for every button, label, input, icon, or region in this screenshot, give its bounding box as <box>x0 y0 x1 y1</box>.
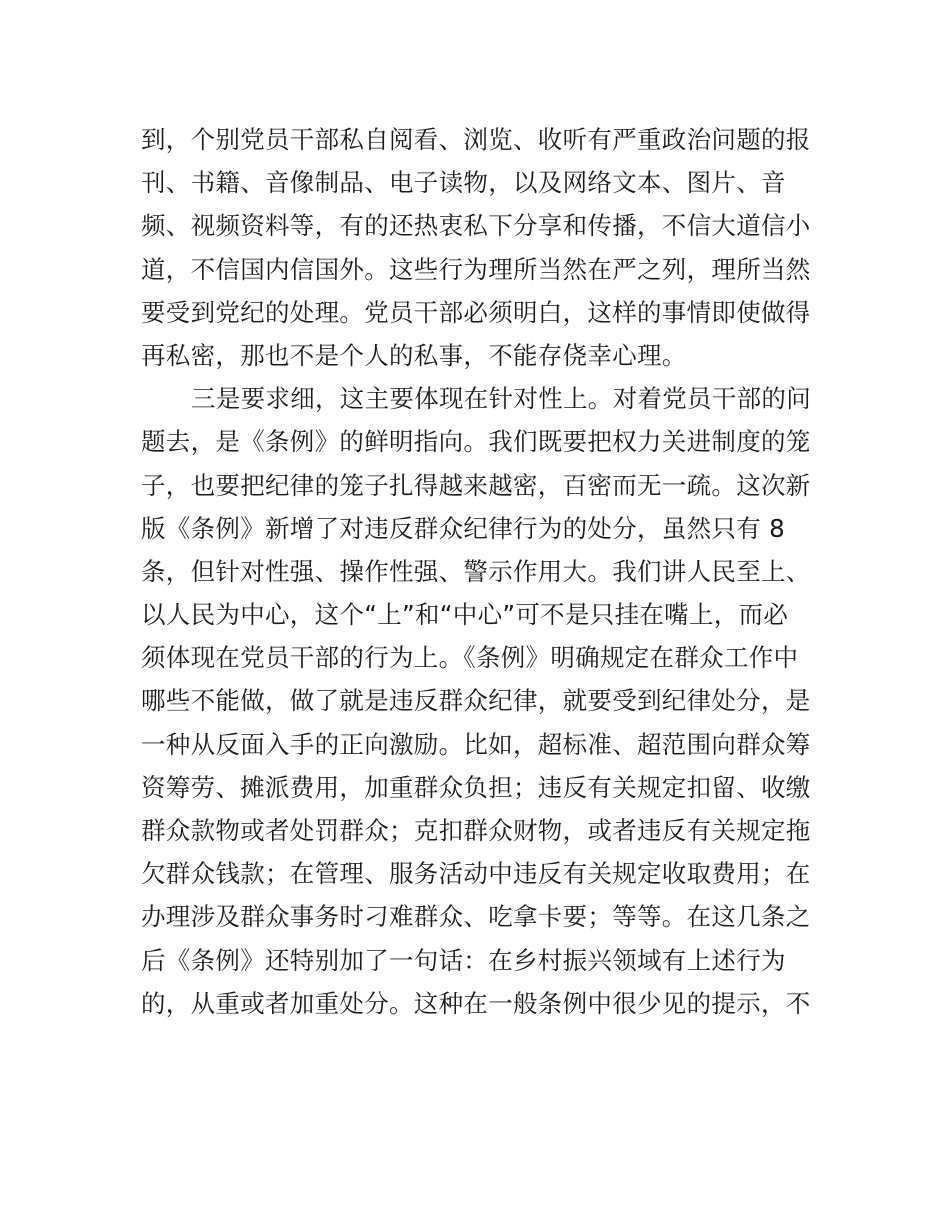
text-line: 再私密，那也不是个人的私事，不能存侥幸心理。 <box>141 340 687 370</box>
text-line: 题去，是《条例》的鲜明指向。我们既要把权力关进制度的笼 <box>141 427 811 457</box>
text-line: 欠群众钱款；在管理、服务活动中违反有关规定收取费用；在 <box>141 859 811 889</box>
text-line: 刊、书籍、音像制品、电子读物，以及网络文本、图片、音 <box>141 168 786 198</box>
text-line: 条，但针对性强、操作性强、警示作用大。我们讲人民至上、 <box>141 556 811 586</box>
text-line: 须体现在党员干部的行为上。《条例》明确规定在群众工作中 <box>141 643 799 673</box>
text-line: 后《条例》还特别加了一句话：在乡村振兴领域有上述行为 <box>141 945 786 975</box>
text-line: 的，从重或者加重处分。这种在一般条例中很少见的提示，不 <box>141 988 811 1018</box>
text-line: 群众款物或者处罚群众；克扣群众财物，或者违反有关规定拖 <box>141 816 811 845</box>
text-line: 道，不信国内信国外。这些行为理所当然在严之列，理所当然 <box>141 254 811 284</box>
paragraph-start-line: 三是要求细，这主要体现在针对性上。对着党员干部的问 <box>191 384 811 414</box>
text-line: 频、视频资料等，有的还热衷私下分享和传播，不信大道信小 <box>141 211 811 241</box>
body-text <box>141 118 813 1025</box>
text-line: 到，个别党员干部私自阅看、浏览、收听有严重政治问题的报 <box>141 125 811 154</box>
text-line: 要受到党纪的处理。党员干部必须明白，这样的事情即使做得 <box>141 297 811 327</box>
text-line: 资筹劳、摊派费用，加重群众负担；违反有关规定扣留、收缴 <box>141 772 811 802</box>
text-line: 办理涉及群众事务时刁难群众、吃拿卡要；等等。在这几条之 <box>141 902 811 932</box>
text-line: 子，也要把纪律的笼子扎得越来越密，百密而无一疏。这次新 <box>141 470 811 500</box>
text-line: 版《条例》新增了对违反群众纪律行为的处分，虽然只有 8 <box>141 513 785 543</box>
text-line: 一种从反面入手的正向激励。比如，超标准、超范围向群众筹 <box>141 729 811 759</box>
text-line: 以人民为中心，这个“上”和“中心”可不是只挂在嘴上，而必 <box>141 600 789 630</box>
text-line: 哪些不能做，做了就是违反群众纪律，就要受到纪律处分，是 <box>141 686 811 716</box>
